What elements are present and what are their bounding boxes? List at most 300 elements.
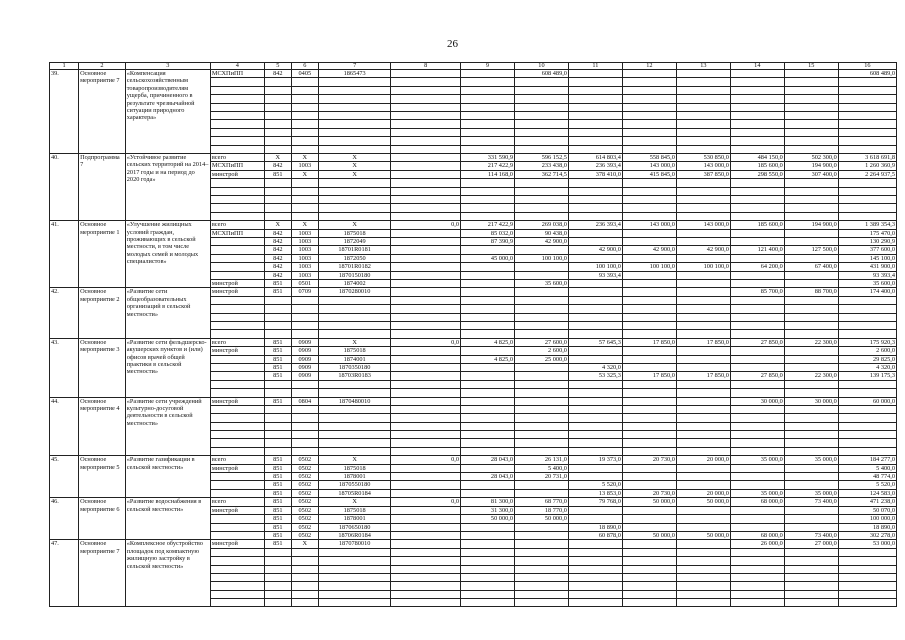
amount-2013: 0,0: [391, 498, 461, 506]
csr-code: 1878001: [318, 473, 391, 481]
amount-2016: [568, 540, 622, 548]
empty-cell: [391, 195, 461, 203]
amount-2017: [622, 523, 676, 531]
amount-2014: [461, 523, 515, 531]
amount-total: 130 290,9: [838, 237, 896, 245]
empty-cell: [264, 599, 291, 607]
column-number: 5: [264, 63, 291, 70]
amount-2017: 20 730,0: [622, 489, 676, 497]
amount-2016: [568, 254, 622, 262]
amount-2013: [391, 246, 461, 254]
amount-2020: 194 900,0: [784, 221, 838, 229]
empty-cell: [210, 548, 264, 556]
empty-cell: [318, 414, 391, 422]
empty-cell: [461, 582, 515, 590]
column-number: 13: [676, 63, 730, 70]
csr-code: 1870550180: [318, 481, 391, 489]
empty-cell: [784, 179, 838, 187]
rzpr-code: 0502: [291, 523, 318, 531]
empty-cell: [676, 380, 730, 388]
amount-total: 1 260 360,9: [838, 162, 896, 170]
rzpr-code: 0502: [291, 531, 318, 539]
empty-cell: [622, 405, 676, 413]
amount-2013: 0,0: [391, 338, 461, 346]
empty-cell: [514, 380, 568, 388]
empty-cell: [730, 137, 784, 145]
amount-2016: 53 325,3: [568, 372, 622, 380]
empty-cell: [291, 599, 318, 607]
table-row: [50, 498, 897, 506]
empty-cell: [676, 590, 730, 598]
empty-cell: [514, 296, 568, 304]
amount-2013: [391, 229, 461, 237]
row-number: 39.: [50, 70, 79, 154]
rzpr-code: 1003: [291, 246, 318, 254]
empty-cell: [291, 330, 318, 338]
empty-cell: [730, 128, 784, 136]
event-title: «Компенсация сельскохозяйственным товаропроизводителям ущерба, причиненного в результате чрезвычайной ситуации природного характера»: [125, 70, 210, 154]
column-number: 11: [568, 63, 622, 70]
amount-2019: 298 550,0: [730, 170, 784, 178]
amount-2020: [784, 271, 838, 279]
empty-cell: [210, 557, 264, 565]
empty-cell: [264, 128, 291, 136]
empty-cell: [210, 305, 264, 313]
table-row: [50, 338, 897, 346]
amount-2019: [730, 523, 784, 531]
csr-code: 18701R0182: [318, 263, 391, 271]
empty-cell: [838, 128, 896, 136]
empty-cell: [784, 128, 838, 136]
empty-cell: [291, 447, 318, 455]
empty-cell: [318, 565, 391, 573]
empty-cell: [210, 565, 264, 573]
empty-cell: [210, 599, 264, 607]
amount-2015: [514, 288, 568, 296]
empty-cell: [784, 103, 838, 111]
empty-cell: [838, 145, 896, 153]
amount-2015: 68 770,0: [514, 498, 568, 506]
amount-2015: [514, 481, 568, 489]
row-number: 42.: [50, 288, 79, 338]
empty-cell: [838, 330, 896, 338]
empty-cell: [514, 565, 568, 573]
amount-2020: [784, 481, 838, 489]
amount-2019: 64 200,0: [730, 263, 784, 271]
table-row: [50, 397, 897, 405]
empty-cell: [784, 137, 838, 145]
empty-cell: [514, 582, 568, 590]
amount-2016: 60 878,0: [568, 531, 622, 539]
amount-2015: 18 770,0: [514, 506, 568, 514]
amount-2015: [514, 397, 568, 405]
column-number: 14: [730, 63, 784, 70]
amount-2013: [391, 363, 461, 371]
amount-2014: 45 000,0: [461, 254, 515, 262]
amount-2019: [730, 363, 784, 371]
responsible: МСХПиПП: [210, 162, 264, 170]
empty-cell: [264, 179, 291, 187]
amount-2017: 17 850,0: [622, 338, 676, 346]
empty-cell: [291, 321, 318, 329]
amount-2013: [391, 481, 461, 489]
empty-cell: [514, 78, 568, 86]
responsible: [210, 473, 264, 481]
amount-2019: [730, 473, 784, 481]
empty-cell: [622, 557, 676, 565]
empty-cell: [838, 179, 896, 187]
amount-2017: [622, 515, 676, 523]
empty-cell: [622, 548, 676, 556]
empty-cell: [291, 380, 318, 388]
empty-cell: [730, 179, 784, 187]
empty-cell: [264, 187, 291, 195]
csr-code: 1872050: [318, 254, 391, 262]
amount-2017: 20 730,0: [622, 456, 676, 464]
amount-2020: 35 000,0: [784, 489, 838, 497]
empty-cell: [514, 195, 568, 203]
empty-cell: [291, 548, 318, 556]
empty-cell: [461, 389, 515, 397]
amount-2014: 50 000,0: [461, 515, 515, 523]
amount-2019: [730, 70, 784, 78]
empty-cell: [391, 548, 461, 556]
empty-cell: [730, 599, 784, 607]
amount-2015: 5 400,0: [514, 464, 568, 472]
empty-cell: [784, 78, 838, 86]
amount-2016: [568, 237, 622, 245]
grbs-code: 851: [264, 279, 291, 287]
empty-cell: [838, 195, 896, 203]
empty-cell: [264, 78, 291, 86]
empty-cell: [514, 137, 568, 145]
empty-cell: [622, 111, 676, 119]
empty-cell: [291, 439, 318, 447]
amount-2018: [676, 481, 730, 489]
empty-cell: [784, 296, 838, 304]
empty-cell: [291, 212, 318, 220]
amount-2019: [730, 237, 784, 245]
empty-cell: [838, 590, 896, 598]
empty-cell: [730, 548, 784, 556]
amount-total: 124 583,0: [838, 489, 896, 497]
csr-code: X: [318, 162, 391, 170]
empty-cell: [676, 330, 730, 338]
event-kind: Основное мероприятие 2: [79, 288, 126, 338]
amount-2015: [514, 531, 568, 539]
empty-cell: [210, 95, 264, 103]
empty-cell: [514, 422, 568, 430]
amount-2013: [391, 70, 461, 78]
empty-cell: [622, 565, 676, 573]
amount-2016: 19 373,0: [568, 456, 622, 464]
empty-cell: [568, 204, 622, 212]
empty-cell: [391, 447, 461, 455]
empty-cell: [461, 447, 515, 455]
amount-2020: [784, 523, 838, 531]
empty-cell: [461, 78, 515, 86]
grbs-code: 851: [264, 456, 291, 464]
amount-2018: 17 850,0: [676, 338, 730, 346]
amount-2015: [514, 363, 568, 371]
column-number: 12: [622, 63, 676, 70]
rzpr-code: 1003: [291, 254, 318, 262]
empty-cell: [730, 582, 784, 590]
amount-2014: [461, 372, 515, 380]
empty-cell: [730, 313, 784, 321]
amount-2019: 85 700,0: [730, 288, 784, 296]
responsible: [210, 531, 264, 539]
empty-cell: [391, 389, 461, 397]
empty-cell: [568, 195, 622, 203]
amount-2020: [784, 355, 838, 363]
empty-cell: [318, 111, 391, 119]
empty-cell: [676, 179, 730, 187]
amount-2017: [622, 229, 676, 237]
empty-cell: [264, 111, 291, 119]
empty-cell: [264, 447, 291, 455]
empty-cell: [318, 389, 391, 397]
table-row: [50, 221, 897, 229]
amount-2018: 143 000,0: [676, 221, 730, 229]
empty-cell: [730, 95, 784, 103]
amount-2015: 26 131,0: [514, 456, 568, 464]
responsible: минстрой: [210, 288, 264, 296]
rzpr-code: X: [291, 540, 318, 548]
amount-2015: 27 600,0: [514, 338, 568, 346]
empty-cell: [730, 305, 784, 313]
amount-2017: [622, 481, 676, 489]
empty-cell: [461, 548, 515, 556]
empty-cell: [568, 389, 622, 397]
amount-2016: 79 768,0: [568, 498, 622, 506]
amount-2016: 378 410,0: [568, 170, 622, 178]
empty-cell: [461, 179, 515, 187]
column-number: 2: [79, 63, 126, 70]
empty-cell: [622, 389, 676, 397]
responsible: [210, 372, 264, 380]
empty-cell: [391, 179, 461, 187]
empty-cell: [514, 447, 568, 455]
amount-total: 3 618 691,8: [838, 153, 896, 161]
empty-cell: [264, 548, 291, 556]
empty-cell: [514, 414, 568, 422]
empty-cell: [838, 204, 896, 212]
rzpr-code: X: [291, 153, 318, 161]
empty-cell: [318, 120, 391, 128]
csr-code: 1874002: [318, 279, 391, 287]
amount-2016: 236 393,4: [568, 221, 622, 229]
event-title: «Развитие водоснабжения в сельской местности»: [125, 498, 210, 540]
amount-2017: [622, 70, 676, 78]
empty-cell: [391, 120, 461, 128]
amount-2013: [391, 473, 461, 481]
amount-2017: [622, 506, 676, 514]
empty-cell: [622, 439, 676, 447]
empty-cell: [461, 422, 515, 430]
empty-cell: [676, 548, 730, 556]
empty-cell: [514, 431, 568, 439]
empty-cell: [676, 447, 730, 455]
empty-cell: [391, 212, 461, 220]
empty-cell: [730, 111, 784, 119]
amount-2018: 20 000,0: [676, 456, 730, 464]
empty-cell: [784, 187, 838, 195]
empty-cell: [318, 405, 391, 413]
empty-cell: [730, 439, 784, 447]
empty-cell: [676, 120, 730, 128]
empty-cell: [461, 204, 515, 212]
empty-cell: [514, 599, 568, 607]
empty-cell: [568, 321, 622, 329]
csr-code: X: [318, 170, 391, 178]
amount-2014: [461, 263, 515, 271]
amount-2016: [568, 355, 622, 363]
rzpr-code: 0502: [291, 489, 318, 497]
amount-2017: 415 845,0: [622, 170, 676, 178]
column-number: 16: [838, 63, 896, 70]
empty-cell: [784, 590, 838, 598]
empty-cell: [264, 321, 291, 329]
amount-2019: 30 000,0: [730, 397, 784, 405]
empty-cell: [291, 431, 318, 439]
empty-cell: [730, 330, 784, 338]
empty-cell: [622, 195, 676, 203]
responsible: [210, 363, 264, 371]
empty-cell: [676, 439, 730, 447]
amount-2016: [568, 515, 622, 523]
amount-total: 100 000,0: [838, 515, 896, 523]
amount-2017: 50 000,0: [622, 498, 676, 506]
empty-cell: [838, 439, 896, 447]
empty-cell: [568, 439, 622, 447]
empty-cell: [730, 431, 784, 439]
grbs-code: 842: [264, 229, 291, 237]
amount-2019: 68 000,0: [730, 531, 784, 539]
empty-cell: [318, 590, 391, 598]
empty-cell: [622, 95, 676, 103]
amount-2014: 28 043,0: [461, 456, 515, 464]
empty-cell: [391, 313, 461, 321]
empty-cell: [838, 422, 896, 430]
amount-2018: 143 000,0: [676, 162, 730, 170]
empty-cell: [210, 103, 264, 111]
amount-total: 29 825,0: [838, 355, 896, 363]
table-row: [50, 153, 897, 161]
empty-cell: [568, 187, 622, 195]
empty-cell: [730, 120, 784, 128]
amount-2015: 50 000,0: [514, 515, 568, 523]
empty-cell: [318, 573, 391, 581]
amount-2014: 217 422,9: [461, 221, 515, 229]
empty-cell: [318, 78, 391, 86]
empty-cell: [291, 422, 318, 430]
responsible: МСХПиПП: [210, 70, 264, 78]
amount-2015: 25 000,0: [514, 355, 568, 363]
header-row: [50, 63, 897, 70]
empty-cell: [730, 103, 784, 111]
empty-cell: [568, 599, 622, 607]
responsible: [210, 254, 264, 262]
event-kind: Основное мероприятие 5: [79, 456, 126, 498]
empty-cell: [318, 447, 391, 455]
empty-cell: [514, 389, 568, 397]
amount-2014: 114 168,0: [461, 170, 515, 178]
empty-cell: [318, 582, 391, 590]
amount-2016: [568, 288, 622, 296]
amount-2017: 50 000,0: [622, 531, 676, 539]
amount-2014: 31 300,0: [461, 506, 515, 514]
amount-2015: 100 100,0: [514, 254, 568, 262]
empty-cell: [676, 582, 730, 590]
empty-cell: [838, 103, 896, 111]
empty-cell: [784, 557, 838, 565]
empty-cell: [568, 548, 622, 556]
amount-2020: 30 000,0: [784, 397, 838, 405]
amount-2015: [514, 372, 568, 380]
empty-cell: [318, 195, 391, 203]
empty-cell: [391, 296, 461, 304]
empty-cell: [730, 187, 784, 195]
empty-cell: [264, 212, 291, 220]
empty-cell: [568, 414, 622, 422]
empty-cell: [784, 414, 838, 422]
empty-cell: [264, 313, 291, 321]
empty-cell: [622, 296, 676, 304]
csr-code: 18703R0183: [318, 372, 391, 380]
event-kind: Основное мероприятие 7: [79, 540, 126, 607]
empty-cell: [514, 590, 568, 598]
empty-cell: [622, 582, 676, 590]
amount-2019: 484 150,0: [730, 153, 784, 161]
amount-total: 2 600,0: [838, 347, 896, 355]
empty-cell: [568, 128, 622, 136]
empty-cell: [461, 195, 515, 203]
event-title: «Развитие сети учреждений культурно-досуговой деятельности в сельской местности»: [125, 397, 210, 456]
amount-2016: [568, 473, 622, 481]
amount-2020: [784, 363, 838, 371]
empty-cell: [838, 321, 896, 329]
amount-2017: [622, 279, 676, 287]
empty-cell: [676, 137, 730, 145]
amount-2020: [784, 237, 838, 245]
amount-2019: 35 000,0: [730, 456, 784, 464]
amount-2013: [391, 531, 461, 539]
amount-total: 431 900,0: [838, 263, 896, 271]
csr-code: 1875018: [318, 464, 391, 472]
empty-cell: [514, 557, 568, 565]
empty-cell: [730, 405, 784, 413]
csr-code: 18706R0184: [318, 531, 391, 539]
empty-cell: [318, 86, 391, 94]
empty-cell: [730, 414, 784, 422]
empty-cell: [210, 422, 264, 430]
amount-2015: [514, 489, 568, 497]
amount-2015: 42 900,0: [514, 237, 568, 245]
empty-cell: [676, 422, 730, 430]
csr-code: 1870480010: [318, 397, 391, 405]
empty-cell: [318, 422, 391, 430]
amount-2018: [676, 288, 730, 296]
amount-2019: [730, 271, 784, 279]
empty-cell: [210, 321, 264, 329]
empty-cell: [568, 431, 622, 439]
amount-total: 175 470,0: [838, 229, 896, 237]
empty-cell: [784, 548, 838, 556]
amount-2013: [391, 288, 461, 296]
empty-cell: [838, 296, 896, 304]
amount-2013: [391, 523, 461, 531]
